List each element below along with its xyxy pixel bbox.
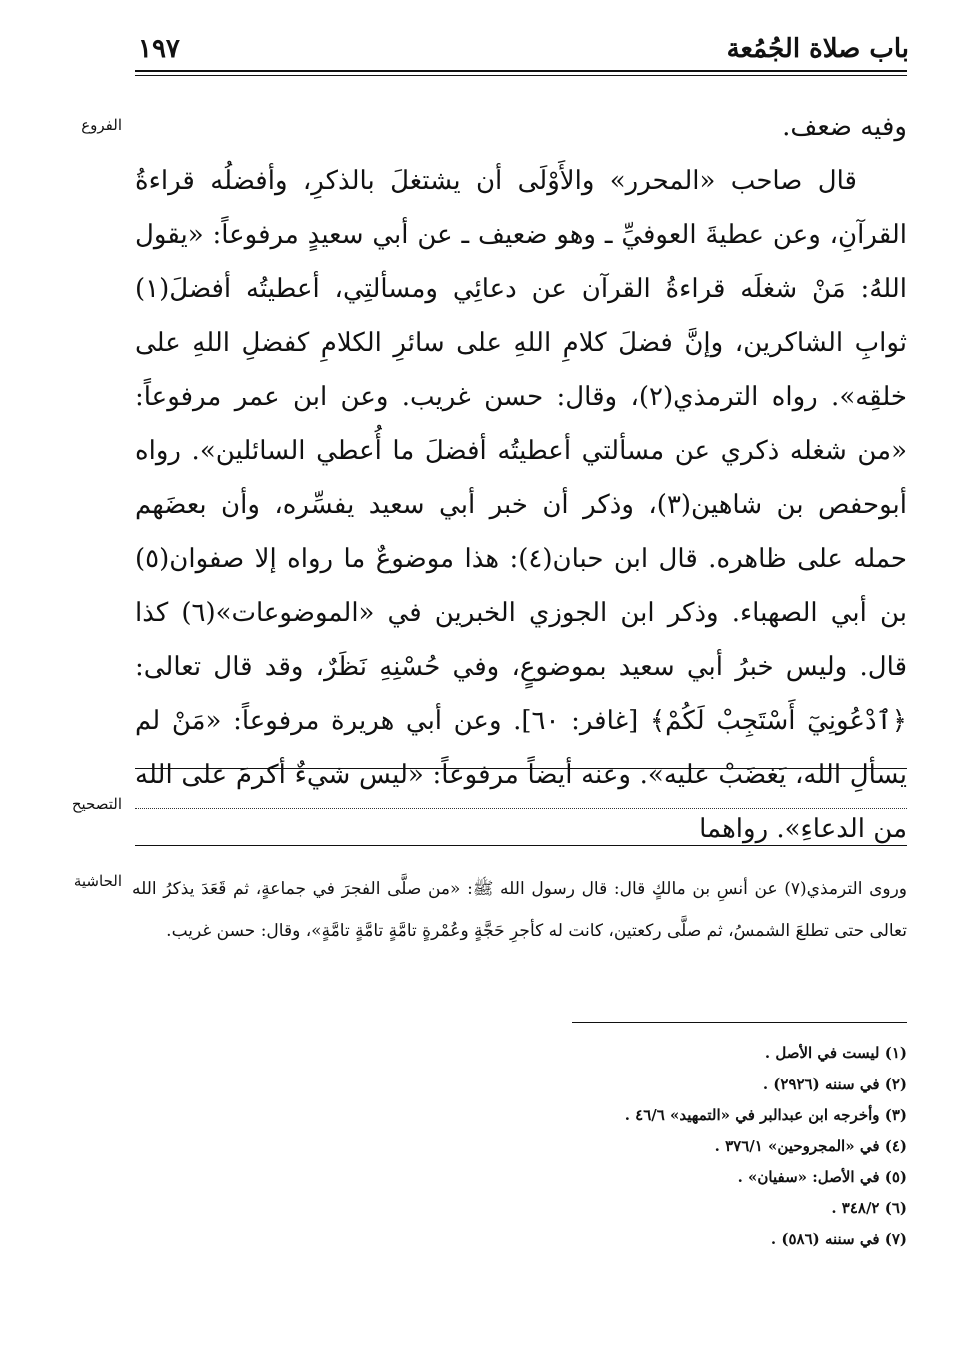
footnote-list <box>207 1038 907 1255</box>
tashih-dotted-line <box>135 808 907 809</box>
footnote-item: (٤) في «المجروحين» ٣٧٦/١ . <box>714 1137 907 1155</box>
section-rule-bottom <box>135 845 907 846</box>
header-rule <box>135 70 907 76</box>
side-label-furu: الفروع <box>81 116 122 134</box>
main-text <box>135 100 907 856</box>
footnote-rule <box>572 1022 907 1023</box>
footnote-item: (٧) في سننه (٥٨٦) . <box>770 1230 907 1248</box>
footnote-item: (٢) في سننه (٢٩٢٦) . <box>762 1075 907 1093</box>
main-paragraph: قال صاحب «المحرر» والأَوْلَى أن يشتغلَ بالذكرِ، وأفضلُه قراءةُ القرآنِ، وعن عطيةَ العوفيِّ ـ وهو ضعيف ـ عن أبي سعيدٍ مرفوعاً: «يقول اللهُ: مَنْ شغلَه قراءةُ القرآن عن دعائِي ومسألتِي، أعطيتُه أفضلَ(١) ثوابِ الشاكرين، وإنَّ فضلَ كلامِ اللهِ على سائرِ الكلامِ كفضلِ اللهِ على خلقِه». رواه الترمذي(٢)، وقال: حسن غريب. وعن ابن عمر مرفوعاً: «من شغله ذكري عن مسألتي أعطيتُه أفضلَ ما أُعطي السائلين». رواه أبوحفص بن شاهين(٣)، وذكر أن خبر أبي سعيد يفسِّره، وأن بعضَهم حمله على ظاهره. قال ابن حبان(٤): هذا موضوعٌ ما رواه إلا صفوان(٥) بن أبي الصهباء. وذكر ابن الجوزي الخبرين في «الموضوعات»(٦) كذا قال. وليس خبرُ أبي سعيد بموضوعٍ، وفي حُسْنِهِ نَظَرٌ، وقد قال تعالى: ﴿ٱدْعُونِيٓ أَسْتَجِبْ لَكُمْ﴾ [غافر: ٦٠]. وعن أبي هريرة مرفوعاً: «مَنْ لم يسألِ الله، يَغضَبْ عليه». وعنه أيضاً مرفوعاً: «ليس شيءٌ أكرمَ على الله من الدعاءِ». رواهما <box>135 166 908 844</box>
section-rule-top <box>135 768 907 769</box>
footnote-item: (٦) ٣٤٨/٢ . <box>831 1199 907 1217</box>
side-label-tashih: التصحيح <box>71 795 122 813</box>
main-opening: وفيه ضعف. <box>782 112 907 142</box>
hashiya-text: وروى الترمذي(٧) عن أنسِ بن مالكٍ قال: قال رسول الله ﷺ: «من صلَّى الفجرَ في جماعةٍ، ثم قَعَدَ يذكرُ الله تعالى حتى تطلعَ الشمسُ، ثم صلَّى ركعتين، كانت له كأجرِ حَجَّةٍ وعُمْرةٍ تامَّةٍ تامَّةٍ تامَّةٍ»، وقال: حسن غريب. <box>132 879 908 941</box>
footnote-item: (٣) وأخرجه ابن عبدالبر في «التمهيد» ٤٦/٦ . <box>624 1106 907 1124</box>
page-number: ١٩٧ <box>138 34 180 64</box>
side-label-hashiya: الحاشية <box>73 872 122 890</box>
footnote-item: (٥) في الأصل: «سفيان» . <box>737 1168 907 1186</box>
chapter-title: باب صلاة الجُمُعة <box>726 34 909 64</box>
footnote-item: (١) ليست في الأصل . <box>764 1044 907 1062</box>
